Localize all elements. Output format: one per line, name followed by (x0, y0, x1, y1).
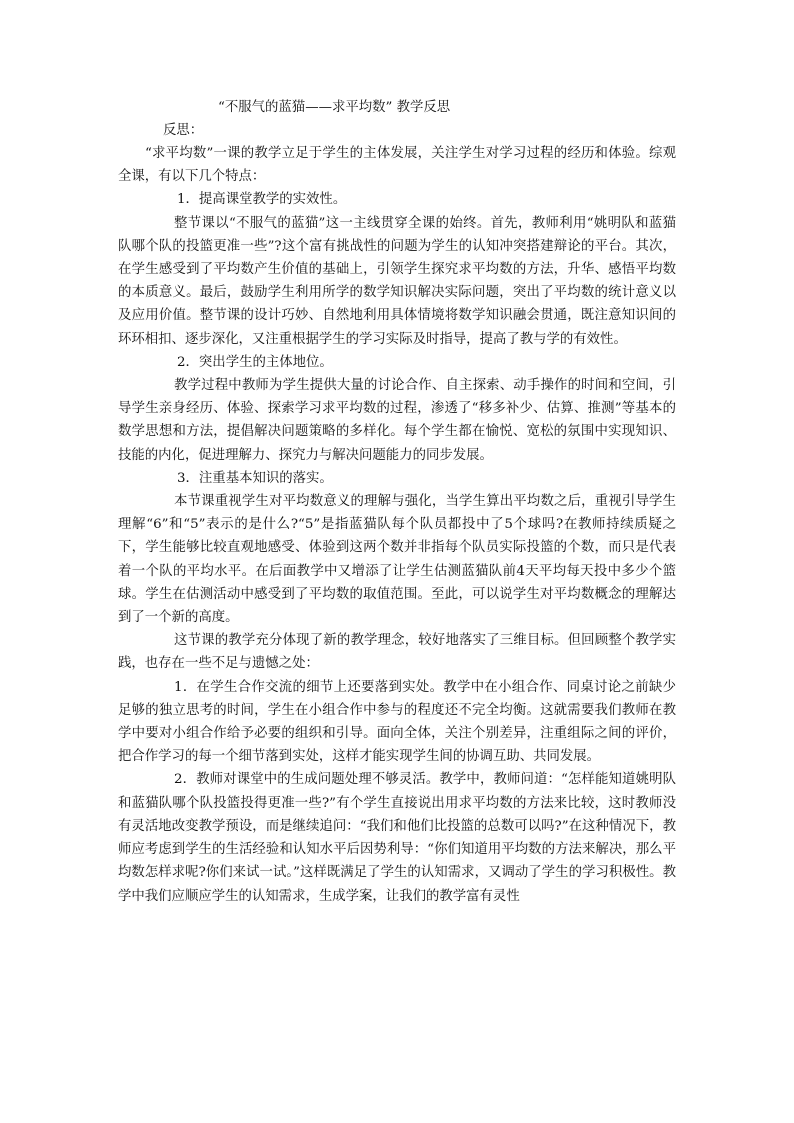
intro-paragraph: “求平均数”一课的教学立足于学生的主体发展，关注学生对学习过程的经历和体验。综观全课，有以下几个特点： (118, 146, 676, 185)
point-2-heading: 2．突出学生的主体地位。 (177, 354, 333, 370)
shortcoming-2-paragraph: 2．教师对课堂中的生成问题处理不够灵活。教学中，教师问道：“怎样能知道姚明队和蓝猫队哪个队投篮投得更准一些?”有个学生直接说出用求平均数的方法来比较，这时教师没有灵活地改变教学预设，而是继续追问：“我们和他们比投篮的总数可以吗?”在这种情况下，教师应考虑到学生的生活经验和认知水平后因势利导：“你们知道用平均数的方法来解决，那么平均数怎样求呢?你们来试一试。”这样既满足了学生的认知需求，又调动了学生的学习积极性。教学中我们应顺应学生的认知需求，生成学案，让我们的教学富有灵性 (118, 772, 676, 904)
section-label: 反思： (163, 123, 204, 138)
document-body (118, 96, 676, 908)
point-1-heading: 1．提高课堂教学的实效性。 (177, 192, 347, 208)
shortcomings-intro: 这节课的教学充分体现了新的教学理念，较好地落实了三维目标。但回顾整个教学实践，也存在一些不足与遗憾之处： (118, 633, 676, 672)
document-title: “不服气的蓝猫——求平均数” 教学反思 (218, 100, 451, 115)
point-3-paragraph: 本节课重视学生对平均数意义的理解与强化，当学生算出平均数之后，重视引导学生理解“6”和“5”表示的是什么?“5”是指蓝猫队每个队员都投中了5个球吗?在教师持续质疑之下，学生能够比较直观地感受、体验到这两个数并非指每个队员实际投篮的个数，而只是代表着一个队的平均水平。在后面教学中又增添了让学生估测蓝猫队前4天平均每天投中多少个篮球。学生在估测活动中感受到了平均数的取值范围。至此，可以说学生对平均数概念的理解达到了一个新的高度。 (118, 494, 676, 626)
point-3-heading: 3．注重基本知识的落实。 (177, 470, 333, 486)
point-1-paragraph: 整节课以“不服气的蓝猫”这一主线贯穿全课的始终。首先，教师利用“姚明队和蓝猫队哪个队的投篮更准一些”?这个富有挑战性的问题为学生的认知冲突搭建辩论的平台。其次，在学生感受到了平均数产生价值的基础上，引领学生探究求平均数的方法，升华、感悟平均数的本质意义。最后，鼓励学生利用所学的数学知识解决实际问题，突出了平均数的统计意义以及应用价值。整节课的设计巧妙、自然地利用具体情境将数学知识融会贯通，既注意知识间的环环相扣、逐步深化，又注重根据学生的学习实际及时指导，提高了教与学的有效性。 (118, 215, 676, 347)
point-2-paragraph: 教学过程中教师为学生提供大量的讨论合作、自主探索、动手操作的时间和空间，引导学生亲身经历、体验、探索学习求平均数的过程，渗透了“移多补少、估算、推测”等基本的数学思想和方法，提倡解决问题策略的多样化。每个学生都在愉悦、宽松的氛围中实现知识、技能的内化，促进理解力、探究力与解决问题能力的同步发展。 (118, 378, 676, 463)
shortcoming-1-paragraph: 1．在学生合作交流的细节上还要落到实处。教学中在小组合作、同桌讨论之前缺少足够的独立思考的时间，学生在小组合作中参与的程度还不完全均衡。这就需要我们教师在教学中要对小组合作给予必要的组织和引导。面向全体，关注个别差异，注重组际之间的评价，把合作学习的每一个细节落到实处，这样才能实现学生间的协调互助、共同发展。 (118, 679, 676, 765)
